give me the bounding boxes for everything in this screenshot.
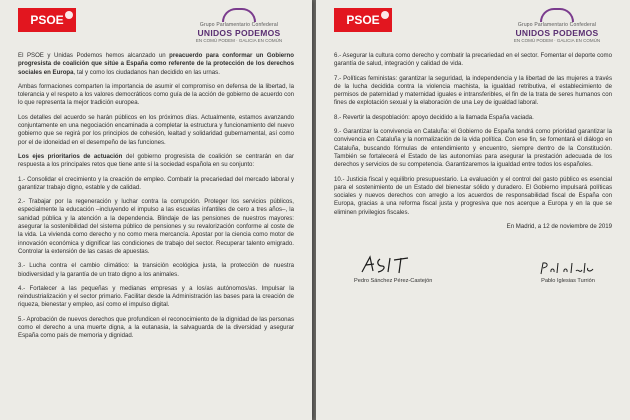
paragraph-priorities — [18, 153, 294, 170]
logo-subtitle: EN COMÚ PODEM · GALICIA EN COMÚN — [195, 38, 283, 43]
logo-subtitle: EN COMÚ PODEM · GALICIA EN COMÚN — [513, 38, 601, 43]
psoe-logo — [334, 8, 392, 32]
list-item: 5.- Aprobación de nuevos derechos que profundicen el reconocimiento de la dignidad de las personas como el derecho a una muerte digna, a la eutanasia, la salvaguarda de la diversidad y asegurar España como país de memoria y dignidad. — [18, 315, 294, 340]
unidos-podemos-logo — [184, 8, 294, 43]
logo-group-label: Grupo Parlamentario Confederal — [517, 22, 597, 28]
paragraph-values: Ambas formaciones comparten la importancia de asumir el compromiso en defensa de la libertad, la tolerancia y el respeto a los valores democráticos como guía de la acción de gobierno de acuerdo con lo que representa la mejor tradición europea. — [18, 82, 294, 107]
psoe-logo-text: PSOE — [30, 13, 64, 27]
list-item: 8.- Revertir la despoblación: apoyo decidido a la llamada España vaciada. — [334, 113, 534, 121]
intro-paragraph — [18, 52, 294, 77]
priorities-text: del gobierno progresista de coalición se centrarán en dar respuesta a los principales retos que tiene ante sí la sociedad española en su conjunto: — [18, 152, 294, 169]
signature-iglesias-icon — [538, 260, 598, 276]
document-page-right — [316, 0, 630, 420]
list-item: 1.- Consolidar el crecimiento y la creación de empleo. Combatir la precariedad del mercado laboral y garantizar trabajo digno, estable y de calidad. — [18, 175, 294, 191]
list-item: 4.- Fortalecer a las pequeñas y medianas empresas y a los/as autónomos/as. Impulsar la reindustrialización y el sector primario. Facilitar desde la Administración las bases para la creación de riqueza, bienestar y empleo, así como el impulso digital. — [18, 284, 294, 309]
paragraph-details: Los detalles del acuerdo se harán públicos en los próximos días. Actualmente, estamos avanzando conjuntamente en una negociación encaminada a completar la estructura y funcionamiento del nuevo gobierno que se regirá por los principios de cohesión, lealtad y solidaridad gubernamental, así como por el de idoneidad en el desempeño de las funciones. — [18, 113, 294, 146]
intro-text-bold: preacuerdo para conformar un Gobierno progresista de coalición que sitúe a España como referente de la protección de los derechos sociales en Europa — [18, 52, 294, 76]
list-item: 6.- Asegurar la cultura como derecho y combatir la precariedad en el sector. Fomentar el deporte como garantía de salud, integración y calidad de vida. — [334, 52, 612, 68]
list-item: 2.- Trabajar por la regeneración y luchar contra la corrupción. Proteger los servicios públicos, especialmente la educación –incluyendo el impulso a las escuelas infantiles de cero a tres años–, la sanidad pública y la atención a la dependencia. Blindaje de las pensiones de nuestros mayores: asegurar la sostenibilidad del sistema público de pensiones y su revalorización conforme al coste de la vida. La vivienda como derecho y no como mera mercancía. Apostar por la ciencia como motor de innovación económica y dignificar las condiciones de trabajo del sector. Recuperar talento emigrado. Controlar la extensión de las casas de apuestas. — [18, 198, 294, 255]
list-item: 7.- Políticas feministas: garantizar la seguridad, la independencia y la libertad de las mujeres a través de la lucha decidida contra la violencia machista, la igualdad retributiva, el establecimiento de permisos de paternidad y maternidad iguales e intransferibles, el fin de la trata de seres humanos con fines de explotación sexual y la elaboración de una Ley de igualdad laboral. — [334, 74, 612, 107]
signature-block-iglesias — [538, 260, 598, 284]
intro-text-c: , tal y como los ciudadanos han decidido en las urnas. — [73, 68, 220, 76]
list-item: 10.- Justicia fiscal y equilibrio presupuestario. La evaluación y el control del gasto público es esencial para el sostenimiento de un Estado del bienestar sólido y duradero. El Gobierno impulsará políticas sociales y nuevos derechos con arreglo a los acuerdos de responsabilidad fiscal de España con Europa, gracias a una reforma fiscal justa y progresiva que nos acerque a Europa y en la que se eliminen privilegios fiscales. — [334, 175, 612, 216]
logo-party-name: UNIDOS PODEMOS — [515, 28, 599, 38]
rose-icon — [65, 11, 73, 19]
document-page-left — [0, 0, 312, 420]
signing-date: En Madrid, a 12 de noviembre de 2019 — [506, 223, 612, 231]
priorities-bold: Los ejes prioritarios de actuación — [18, 152, 123, 160]
logo-party-name: UNIDOS PODEMOS — [197, 28, 281, 38]
rose-icon — [381, 11, 389, 19]
signatory-name: Pedro Sánchez Pérez-Castejón — [354, 278, 433, 285]
psoe-logo — [18, 8, 76, 32]
intro-text-a: El PSOE y Unidas Podemos hemos alcanzado un — [18, 52, 170, 59]
arc-icon — [222, 8, 256, 22]
signature-sanchez-icon — [358, 254, 428, 276]
signatory-name: Pablo Iglesias Turrión — [541, 278, 595, 285]
signature-block-sanchez — [354, 254, 432, 284]
psoe-logo-text: PSOE — [346, 13, 380, 27]
letterhead — [334, 8, 612, 44]
list-item: 3.- Lucha contra el cambio climático: la transición ecológica justa, la protección de nuestra biodiversidad y la garantía de un trato digno a los animales. — [18, 262, 294, 278]
letterhead — [18, 8, 294, 44]
list-item: 9.- Garantizar la convivencia en Cataluña: el Gobierno de España tendrá como prioridad garantizar la convivencia en Cataluña y la normalización de la vida política. Con ese fin, se fomentará el diálogo en Cataluña, buscando fórmulas de entendimiento y encuentro, siempre dentro de la Constitución. También se fortalecerá el Estado de las autonomías para asegurar la prestación adecuada de los derechos y servicios de su competencia. Garantizaremos la igualdad entre todos los españoles. — [334, 128, 612, 169]
unidos-podemos-logo — [502, 8, 612, 43]
arc-icon — [540, 8, 574, 22]
signatures — [334, 244, 612, 284]
logo-group-label: Grupo Parlamentario Confederal — [199, 22, 279, 28]
